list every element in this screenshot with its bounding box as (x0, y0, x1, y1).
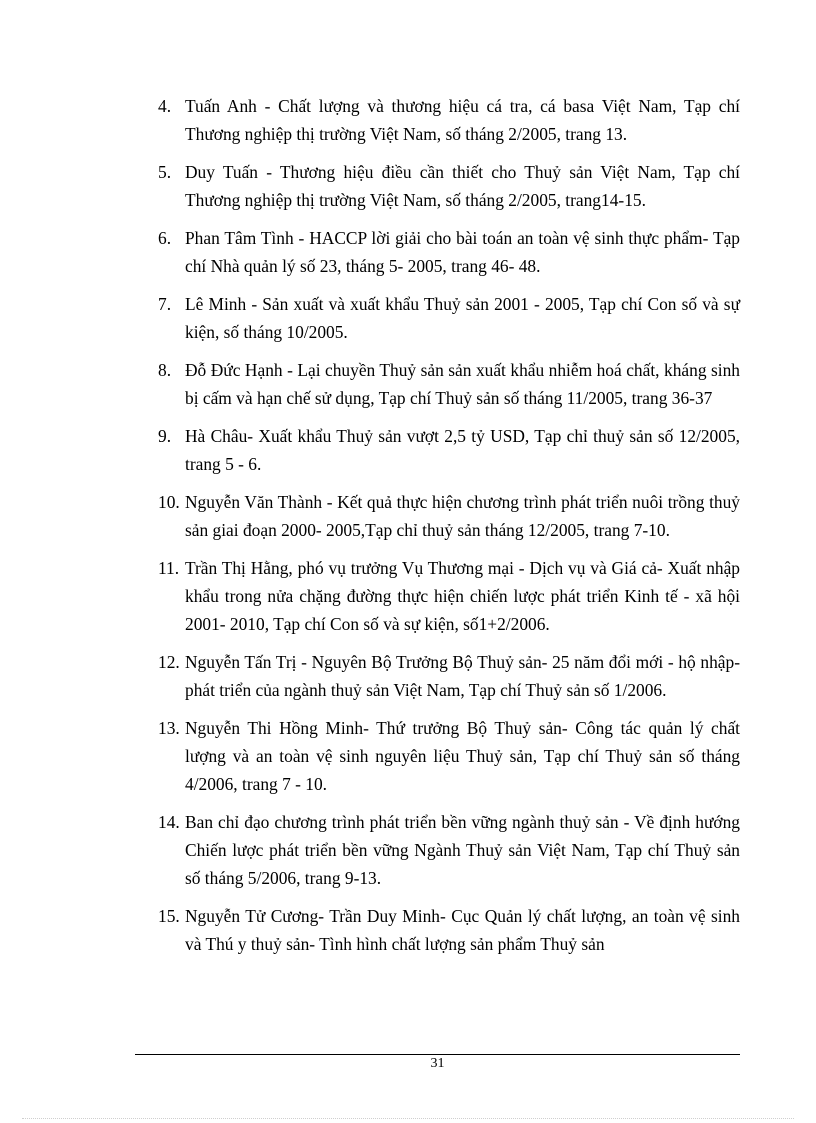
reference-number: 14. (158, 812, 180, 832)
reference-item (158, 714, 740, 798)
reference-text: Tuấn Anh - Chất lượng và thương hiệu cá tra, cá basa Việt Nam, Tạp chí Thương nghiệp thị trường Việt Nam, số tháng 2/2005, trang 13. (185, 96, 740, 144)
page-number: 31 (430, 1056, 445, 1071)
reference-text: Ban chỉ đạo chương trình phát triển bền vững ngành thuỷ sản - Về định hướng Chiến lược phát triển bền vững Ngành Thuỷ sản Việt Nam, Tạp chí Thuỷ sản số tháng 5/2006, trang 9-13. (185, 812, 740, 888)
reference-text: Nguyễn Thi Hồng Minh- Thứ trưởng Bộ Thuỷ sản- Công tác quản lý chất lượng và an toàn vệ sinh nguyên liệu Thuỷ sản, Tạp chí Thuỷ sản số tháng 4/2006, trang 7 - 10. (185, 718, 740, 794)
reference-number: 10. (158, 492, 180, 512)
reference-text: Trần Thị Hằng, phó vụ trưởng Vụ Thương mại - Dịch vụ và Giá cả- Xuất nhập khẩu trong nửa chặng đường thực hiện chiến lược phát triển Kinh tế - xã hội 2001- 2010, Tạp chí Con số và sự kiện, số1+2/2006. (185, 558, 740, 634)
reference-text: Đỗ Đức Hạnh - Lại chuyền Thuỷ sản sản xuất khẩu nhiễm hoá chất, kháng sinh bị cấm và hạn chế sử dụng, Tạp chí Thuỷ sản số tháng 11/2005, trang 36-37 (185, 360, 740, 408)
reference-item (158, 224, 740, 280)
reference-number: 11. (158, 558, 180, 578)
reference-number: 12. (158, 652, 180, 672)
reference-item (158, 356, 740, 412)
reference-item (158, 648, 740, 704)
reference-text: Phan Tâm Tình - HACCP lời giải cho bài toán an toàn vệ sinh thực phẩm- Tạp chí Nhà quản lý số 23, tháng 5- 2005, trang 46- 48. (185, 228, 740, 276)
reference-list (158, 92, 740, 968)
reference-item (158, 92, 740, 148)
reference-text: Hà Châu- Xuất khẩu Thuỷ sản vượt 2,5 tỷ USD, Tạp chỉ thuỷ sản số 12/2005, trang 5 - 6. (185, 426, 740, 474)
page-edge-divider (22, 1118, 794, 1119)
reference-number: 9. (158, 426, 172, 446)
reference-text: Nguyễn Tử Cương- Trần Duy Minh- Cục Quản lý chất lượng, an toàn vệ sinh và Thú y thuỷ sản- Tình hình chất lượng sản phẩm Thuỷ sản (185, 906, 740, 954)
reference-text: Nguyễn Văn Thành - Kết quả thực hiện chương trình phát triển nuôi trồng thuỷ sản giai đoạn 2000- 2005,Tạp chỉ thuỷ sản tháng 12/2005, trang 7-10. (185, 492, 740, 540)
reference-item (158, 488, 740, 544)
reference-text: Nguyễn Tấn Trị - Nguyên Bộ Trưởng Bộ Thuỷ sản- 25 năm đổi mới - hộ nhập- phát triển của ngành thuỷ sản Việt Nam, Tạp chí Thuỷ sản số 1/2006. (185, 652, 740, 700)
reference-text: Lê Minh - Sản xuất và xuất khẩu Thuỷ sản 2001 - 2005, Tạp chí Con số và sự kiện, số tháng 10/2005. (185, 294, 740, 342)
reference-text: Duy Tuấn - Thương hiệu điều cần thiết cho Thuỷ sản Việt Nam, Tạp chí Thương nghiệp thị trường Việt Nam, số tháng 2/2005, trang14-15. (185, 162, 740, 210)
reference-item (158, 158, 740, 214)
footer-divider (135, 1054, 740, 1055)
reference-item (158, 290, 740, 346)
reference-number: 4. (158, 96, 172, 116)
reference-number: 15. (158, 906, 180, 926)
reference-number: 5. (158, 162, 172, 182)
reference-item (158, 422, 740, 478)
reference-number: 13. (158, 718, 180, 738)
reference-number: 7. (158, 294, 172, 314)
reference-item (158, 902, 740, 958)
reference-number: 8. (158, 360, 172, 380)
reference-item (158, 554, 740, 638)
reference-item (158, 808, 740, 892)
reference-number: 6. (158, 228, 172, 248)
